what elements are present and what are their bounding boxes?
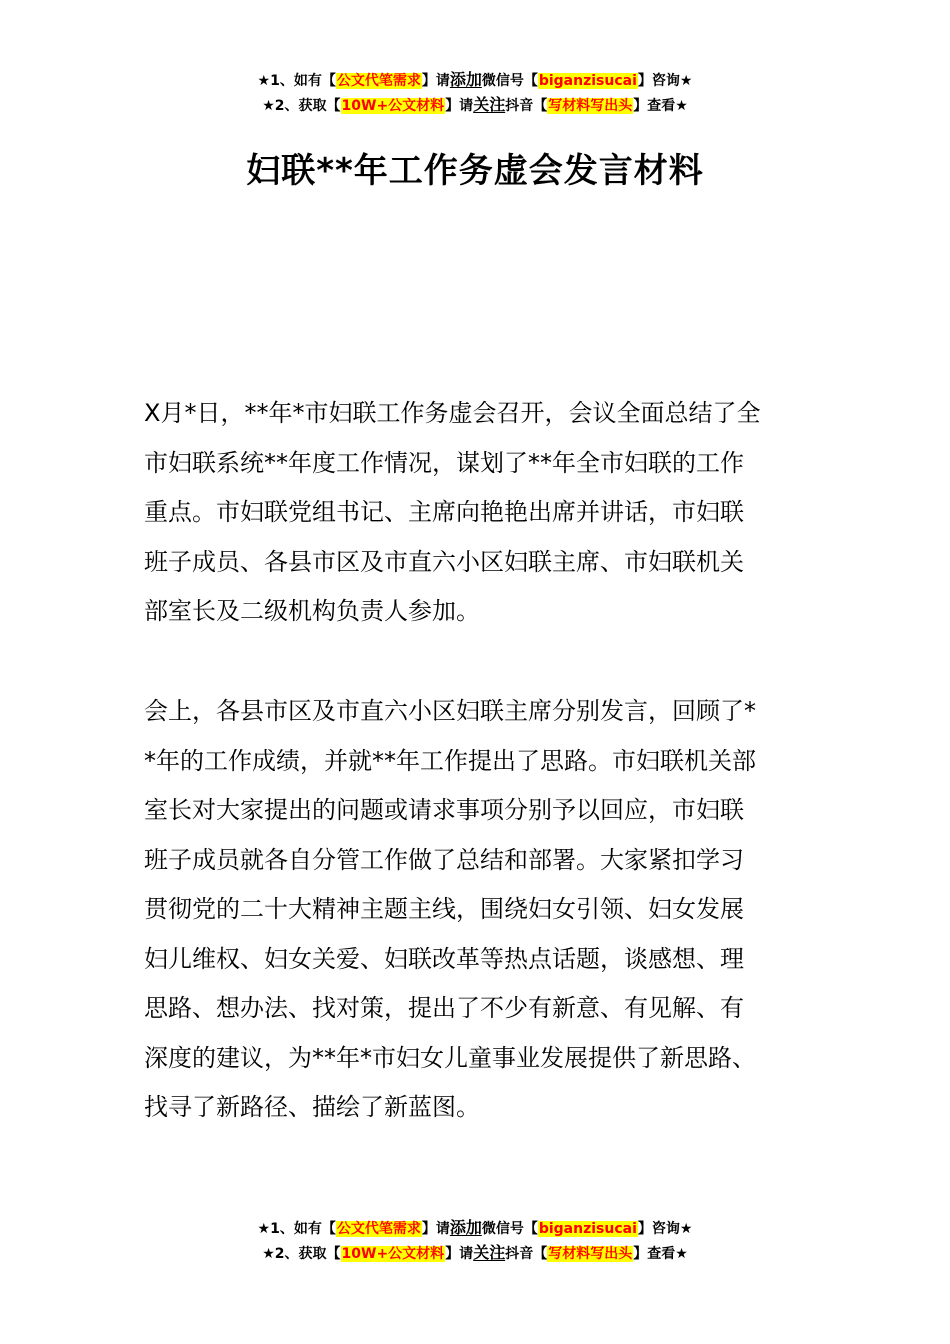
paragraph-line: 找寻了新路径、描绘了新蓝图。 (144, 1093, 480, 1121)
promo-line-2: ★2、获取【10W+公文材料】请关注抖音【写材料写出头】查看★ (262, 95, 688, 114)
paragraph-line: 深度的建议，为**年*市妇女儿童事业发展提供了新思路、 (144, 1043, 756, 1072)
body-paragraph-2 (144, 687, 814, 1133)
paragraph-line: 部室长及二级机构负责人参加。 (144, 597, 480, 625)
promo-emphasis: 关注 (473, 95, 506, 114)
promo-emphasis: 添加 (449, 1218, 482, 1237)
paragraph-line: 班子成员、各县市区及市直六小区妇联主席、市妇联机关 (144, 547, 744, 576)
paragraph-line: 思路、想办法、找对策，提出了不少有新意、有见解、有 (144, 994, 744, 1022)
paragraph-line: 班子成员就各自分管工作做了总结和部署。大家紧扣学习 (144, 845, 744, 874)
promo-highlight-douyin: 写材料写出头 (548, 98, 633, 114)
bottom-promo-banner (0, 1216, 950, 1266)
promo-highlight-wechat-id: biganzisucai (538, 73, 637, 89)
promo-emphasis: 添加 (449, 70, 482, 89)
body-paragraph-1 (144, 389, 814, 637)
promo-highlight-wechat-id: biganzisucai (538, 1221, 637, 1237)
paragraph-line: *年的工作成绩，并就**年工作提出了思路。市妇联机关部 (144, 746, 756, 775)
paragraph-line: 会上，各县市区及市直六小区妇联主席分别发言，回顾了* (144, 697, 756, 725)
promo-highlight-service: 公文代笔需求 (336, 73, 421, 89)
promo-highlight-douyin: 写材料写出头 (548, 1246, 633, 1262)
paragraph-line: 重点。市妇联党组书记、主席向艳艳出席并讲话，市妇联 (144, 498, 744, 526)
promo-highlight-service: 公文代笔需求 (336, 1221, 421, 1237)
promo-line-1: ★1、如有【公文代笔需求】请添加微信号【biganzisucai】咨询★ (257, 1218, 693, 1237)
paragraph-line: X月*日，**年*市妇联工作务虚会召开，会议全面总结了全 (144, 399, 761, 427)
document-title: 妇联**年工作务虚会发言材料 (246, 151, 704, 191)
promo-emphasis: 关注 (473, 1243, 506, 1262)
promo-line-2: ★2、获取【10W+公文材料】请关注抖音【写材料写出头】查看★ (262, 1243, 688, 1262)
paragraph-line: 贯彻党的二十大精神主题主线，围绕妇女引领、妇女发展 (144, 895, 744, 923)
promo-highlight-materials: 10W+公文材料 (341, 1246, 445, 1262)
promo-highlight-materials: 10W+公文材料 (341, 98, 445, 114)
paragraph-line: 妇儿维权、妇女关爱、妇联改革等热点话题，谈感想、理 (144, 944, 744, 973)
paragraph-line: 市妇联系统**年度工作情况，谋划了**年全市妇联的工作 (144, 448, 744, 477)
promo-line-1: ★1、如有【公文代笔需求】请添加微信号【biganzisucai】咨询★ (257, 70, 693, 89)
paragraph-line: 室长对大家提出的问题或请求事项分别予以回应，市妇联 (144, 796, 744, 824)
top-promo-banner (0, 68, 950, 118)
